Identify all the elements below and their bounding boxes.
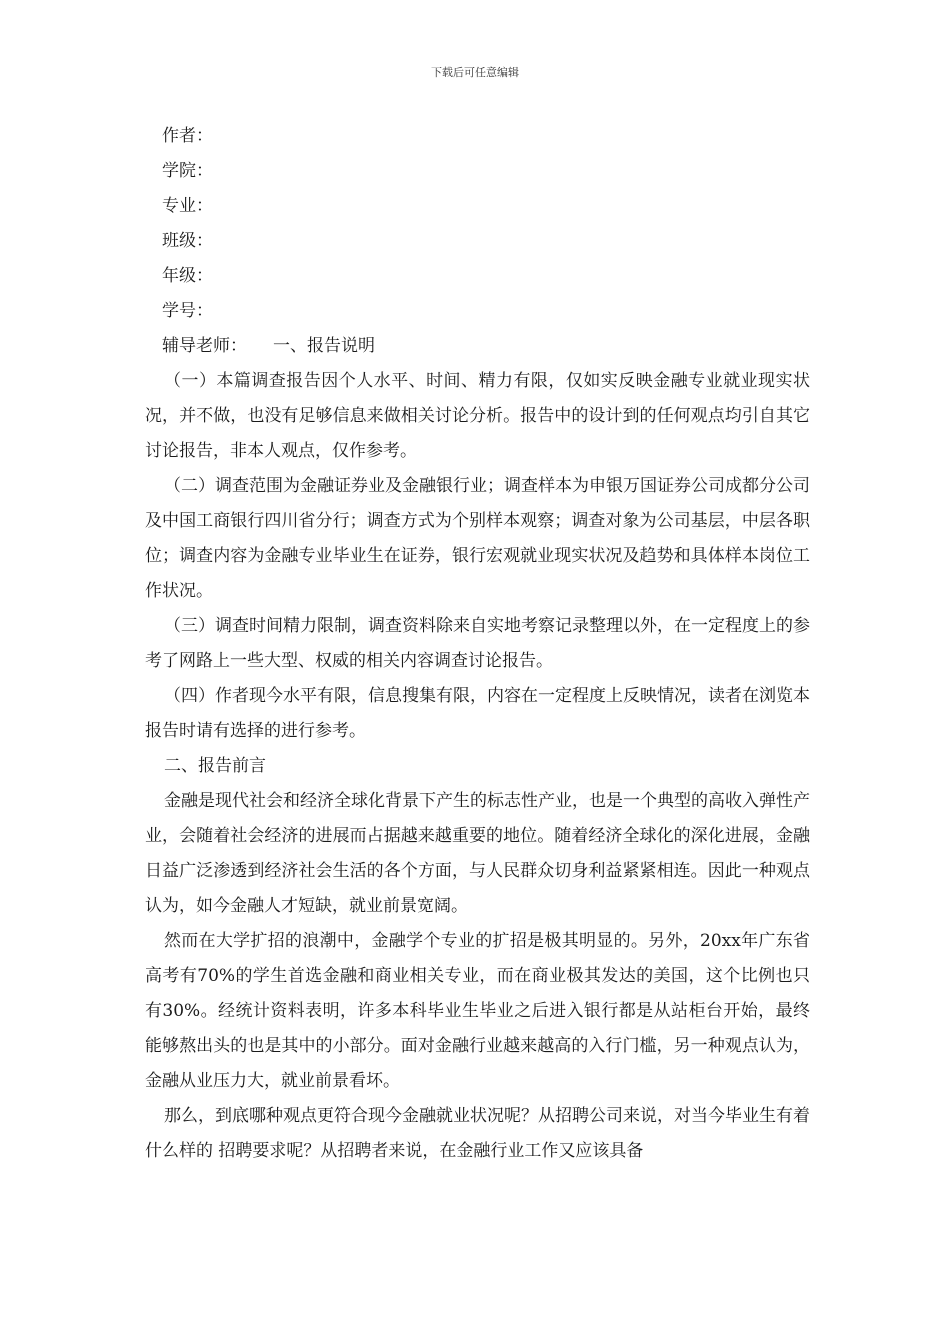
page-header-note: 下载后可任意编辑 (431, 66, 519, 79)
section-2-paragraph-3: 那么，到底哪种观点更符合现今金融就业状况呢？从招聘公司来说，对当今毕业生有着什么样的 招聘要求呢？从招聘者来说，在金融行业工作又应该具备 (145, 1106, 810, 1161)
major-field: 专业： (162, 196, 213, 216)
advisor-field: 辅导老师： (162, 336, 247, 356)
section-1-title: 一、报告说明 (273, 336, 375, 356)
grade-field: 年级： (162, 266, 213, 286)
document-body (145, 119, 810, 1169)
section-1-paragraph-1: （一）本篇调查报告因个人水平、时间、精力有限，仅如实反映金融专业就业现实状况，并不做，也没有足够信息来做相关讨论分析。报告中的设计到的任何观点均引自其它讨论报告，非本人观点，仅作参考。 (145, 371, 810, 461)
section-2-title: 二、报告前言 (164, 756, 266, 776)
section-2-paragraph-1: 金融是现代社会和经济全球化背景下产生的标志性产业，也是一个典型的高收入弹性产业，会随着社会经济的进展而占据越来越重要的地位。随着经济全球化的深化进展，金融日益广泛渗透到经济社会生活的各个方面，与人民群众切身利益紧紧相连。因此一种观点认为，如今金融人才短缺，就业前景宽阔。 (145, 791, 810, 916)
author-field: 作者： (162, 126, 213, 146)
student-id-field: 学号： (162, 301, 213, 321)
section-1-paragraph-4: （四）作者现今水平有限，信息搜集有限，内容在一定程度上反映情况，读者在浏览本报告时请有选择的进行参考。 (145, 686, 810, 741)
college-field: 学院： (162, 161, 213, 181)
class-field: 班级： (162, 231, 213, 251)
section-1-paragraph-2: （二）调查范围为金融证券业及金融银行业；调查样本为申银万国证券公司成都分公司及中国工商银行四川省分行；调查方式为个别样本观察；调查对象为公司基层，中层各职位；调查内容为金融专业毕业生在证券，银行宏观就业现实状况及趋势和具体样本岗位工作状况。 (145, 476, 810, 601)
section-2-paragraph-2: 然而在大学扩招的浪潮中，金融学个专业的扩招是极其明显的。另外，20xx年广东省高考有70%的学生首选金融和商业相关专业，而在商业极其发达的美国，这个比例也只有30%。经统计资料表明，许多本科毕业生毕业之后进入银行都是从站柜台开始，最终能够熬出头的也是其中的小部分。面对金融行业越来越高的入行门槛，另一种观点认为，金融从业压力大，就业前景看坏。 (145, 931, 810, 1091)
section-1-paragraph-3: （三）调查时间精力限制，调查资料除来自实地考察记录整理以外，在一定程度上的参考了网路上一些大型、权威的相关内容调查讨论报告。 (145, 616, 810, 671)
advisor-line (145, 329, 810, 364)
